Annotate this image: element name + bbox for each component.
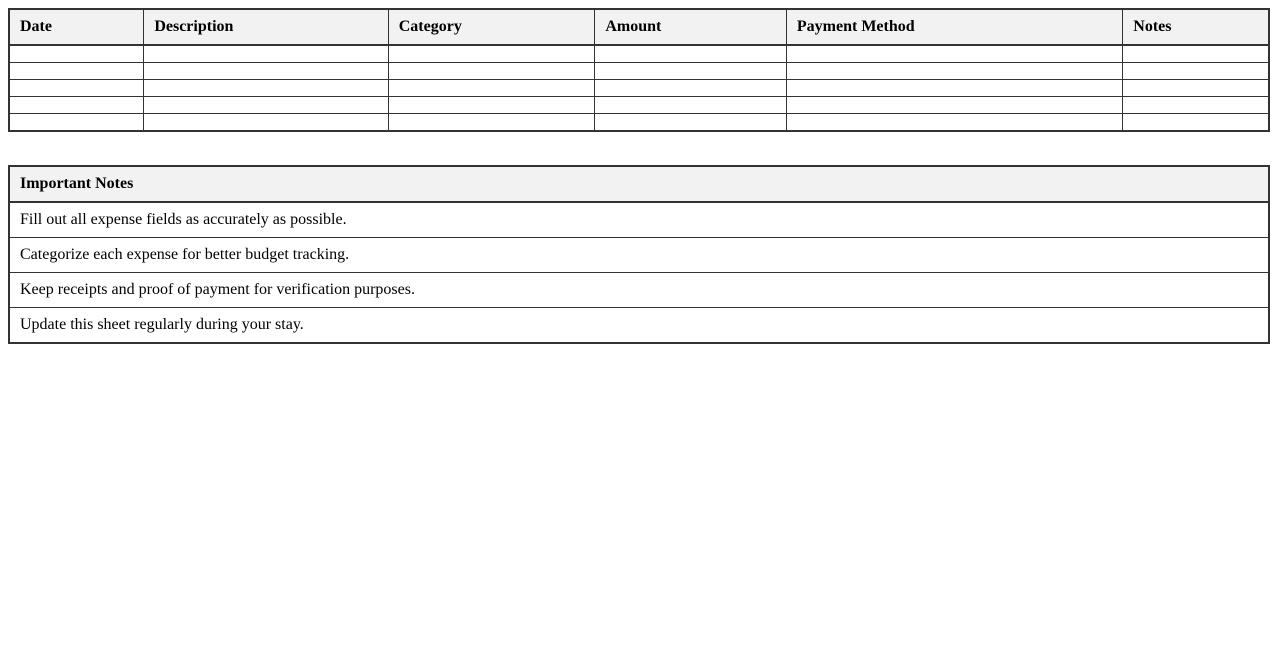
empty-cell [144, 45, 388, 63]
column-header-date: Date [9, 9, 144, 45]
empty-cell [786, 80, 1122, 97]
note-row [9, 202, 1269, 238]
expense-empty-row [9, 63, 1269, 80]
empty-cell [388, 114, 595, 132]
empty-cell [1123, 114, 1269, 132]
empty-cell [786, 97, 1122, 114]
expense-table-header-row [9, 9, 1269, 45]
note-text: Update this sheet regularly during your stay. [9, 308, 1269, 344]
note-text: Keep receipts and proof of payment for verification purposes. [9, 273, 1269, 308]
note-row [9, 273, 1269, 308]
expense-empty-row [9, 45, 1269, 63]
empty-cell [388, 80, 595, 97]
column-header-payment-method: Payment Method [786, 9, 1122, 45]
notes-header: Important Notes [9, 166, 1269, 202]
empty-cell [786, 63, 1122, 80]
empty-cell [9, 63, 144, 80]
empty-cell [144, 114, 388, 132]
important-notes-table [8, 165, 1270, 344]
empty-cell [388, 63, 595, 80]
column-header-description: Description [144, 9, 388, 45]
empty-cell [786, 114, 1122, 132]
empty-cell [595, 45, 787, 63]
empty-cell [144, 80, 388, 97]
empty-cell [1123, 63, 1269, 80]
expense-empty-row [9, 114, 1269, 132]
empty-cell [786, 45, 1122, 63]
expense-table [8, 8, 1270, 132]
note-text: Categorize each expense for better budget tracking. [9, 238, 1269, 273]
empty-cell [9, 45, 144, 63]
empty-cell [144, 63, 388, 80]
empty-cell [9, 114, 144, 132]
empty-cell [595, 63, 787, 80]
note-text: Fill out all expense fields as accurately as possible. [9, 202, 1269, 238]
empty-cell [144, 97, 388, 114]
empty-cell [9, 97, 144, 114]
column-header-notes: Notes [1123, 9, 1269, 45]
expense-table-body [9, 45, 1269, 131]
notes-header-row [9, 166, 1269, 202]
column-header-amount: Amount [595, 9, 787, 45]
column-header-category: Category [388, 9, 595, 45]
empty-cell [1123, 97, 1269, 114]
empty-cell [388, 45, 595, 63]
empty-cell [1123, 80, 1269, 97]
empty-cell [595, 97, 787, 114]
empty-cell [595, 114, 787, 132]
empty-cell [9, 80, 144, 97]
empty-cell [388, 97, 595, 114]
note-row [9, 238, 1269, 273]
empty-cell [595, 80, 787, 97]
note-row [9, 308, 1269, 344]
expense-empty-row [9, 80, 1269, 97]
expense-empty-row [9, 97, 1269, 114]
notes-table-body [9, 202, 1269, 343]
empty-cell [1123, 45, 1269, 63]
